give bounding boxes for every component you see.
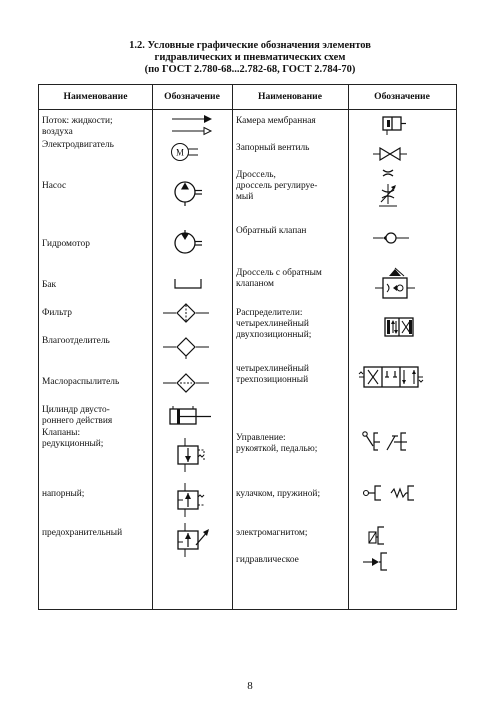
name-oil-sprayer: Маслораспылитель [42, 377, 120, 387]
name-electric-motor: Электродвигатель [42, 140, 114, 150]
section-title-line-2: гидравлических и пневматических схем [154, 52, 346, 63]
name-distributors: Распределители: [236, 308, 303, 318]
section-title-line-3: (по ГОСТ 2.780-68...2.782-68, ГОСТ 2.784-70) [144, 64, 356, 75]
throttle-adjustable-icon [377, 168, 401, 208]
electromagnet-control-icon [367, 524, 403, 546]
column-divider [348, 85, 349, 609]
name-control-cam-spring: кулачком, пружиной; [236, 489, 321, 499]
check-valve-icon [373, 231, 409, 245]
name-control-electromagnet: электромагнитом; [236, 528, 308, 538]
header-name-right: Наименование [258, 91, 322, 102]
name-throttle-3: мый [236, 192, 254, 202]
moisture-separator-icon [163, 337, 209, 359]
cam-spring-control-icon [361, 483, 425, 503]
flow-liquid-arrow-icon [172, 115, 212, 123]
safety-valve-icon [176, 523, 216, 557]
name-three-position: трехпозиционный [236, 375, 309, 385]
name-moisture-separator: Влагоотделитель [42, 336, 110, 346]
column-divider [232, 85, 233, 609]
two-position-distributor-icon [384, 317, 414, 339]
oil-sprayer-icon [163, 373, 209, 393]
hydromotor-icon [173, 230, 203, 256]
motor-letter: М [175, 147, 185, 158]
name-membrane-chamber: Камера мембранная [236, 116, 316, 126]
name-hydromotor: Гидромотор [42, 239, 90, 249]
name-control: Управление: [236, 433, 286, 443]
name-control-lever-pedal: рукояткой, педалью; [236, 444, 318, 454]
membrane-chamber-icon [381, 115, 407, 135]
name-reducing-valve: редукционный; [42, 439, 104, 449]
lever-pedal-control-icon [361, 430, 421, 454]
name-shutoff-valve: Запорный вентиль [236, 143, 310, 153]
shutoff-valve-icon [373, 146, 407, 162]
three-position-distributor-icon [359, 365, 423, 391]
name-filter: Фильтр [42, 308, 72, 318]
filter-icon [163, 303, 209, 323]
name-throttle-check-2: клапаном [236, 279, 274, 289]
name-four-line: четырехлинейный [236, 319, 309, 329]
page-number: 8 [247, 680, 253, 692]
name-control-hydraulic: гидравлическое [236, 555, 299, 565]
header-symbol-right: Обозначение [374, 91, 430, 102]
header-divider [39, 109, 456, 110]
reducing-valve-icon [176, 438, 208, 472]
double-acting-cylinder-icon [169, 406, 213, 428]
electric-motor-icon [170, 142, 200, 162]
name-tank: Бак [42, 280, 57, 290]
throttle-check-valve-icon [375, 268, 415, 302]
name-pressure-valve: напорный; [42, 489, 85, 499]
header-name-left: Наименование [63, 91, 128, 102]
header-symbol-left: Обозначение [164, 91, 220, 102]
name-check-valve: Обратный клапан [236, 226, 307, 236]
name-cylinder-2: роннего действия [42, 416, 113, 426]
name-four-line-2: четырехлинейный [236, 364, 309, 374]
name-cylinder-1: Цилиндр двусто- [42, 405, 110, 415]
name-throttle-check-1: Дроссель с обратным [236, 268, 322, 278]
name-throttle-1: Дроссель, [236, 170, 276, 180]
name-flow-air: воздуха [42, 127, 73, 137]
pump-icon [173, 180, 203, 206]
section-title-line-1: 1.2. Условные графические обозначения элементов [129, 40, 371, 51]
pressure-valve-icon [176, 483, 208, 517]
name-two-position: двухпозиционный; [236, 330, 312, 340]
name-safety-valve: предохранительный [42, 528, 123, 538]
symbols-table [38, 84, 457, 610]
flow-air-arrow-icon [172, 127, 212, 135]
tank-icon [174, 278, 202, 290]
hydraulic-control-icon [363, 550, 403, 572]
name-throttle-2: дроссель регулируе- [236, 181, 318, 191]
name-pump: Насос [42, 181, 67, 191]
column-divider [152, 85, 153, 609]
name-valves: Клапаны: [42, 428, 81, 438]
name-flow-liquid: Поток: жидкости; [42, 116, 113, 126]
